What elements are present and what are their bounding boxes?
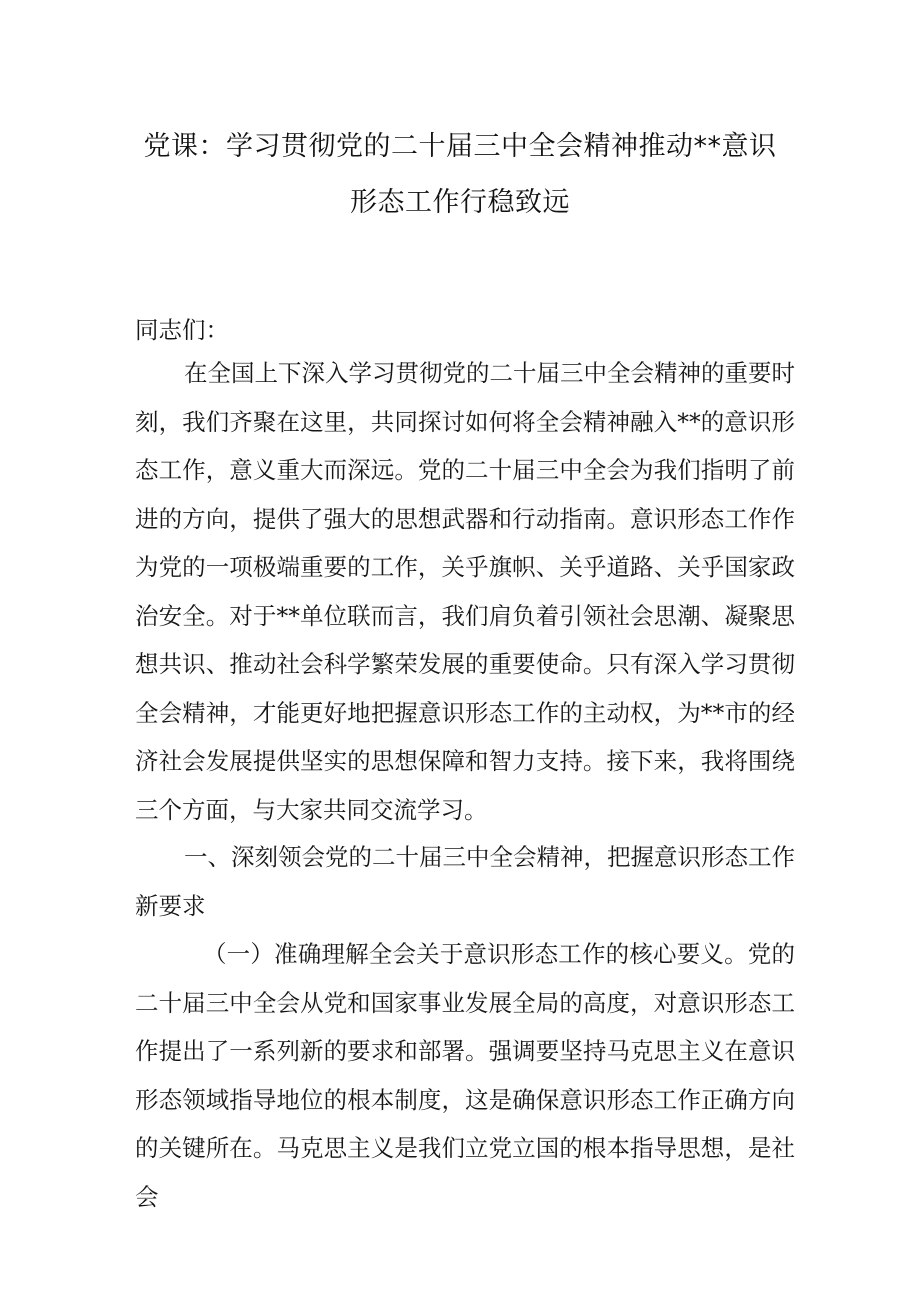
salutation: 同志们： xyxy=(135,316,229,344)
section-heading-1: 一、深刻领会党的二十届三中全会精神，把握意识形态工作新要求 xyxy=(135,843,795,920)
subsection-paragraph-1: （一）准确理解全会关于意识形态工作的核心要义。党的二十届三中全会从党和国家事业发展全局的高度，对意识形态工作提出了一系列新的要求和部署。强调要坚持马克思主义在意识形态领域指导地位的根本制度，这是确保意识形态工作正确方向的关键所在。马克思主义是我们立党立国的根本指导思想，是社会 xyxy=(135,940,795,1211)
opening-paragraph: 在全国上下深入学习贯彻党的二十届三中全会精神的重要时刻，我们齐聚在这里，共同探讨如何将全会精神融入**的意识形态工作，意义重大而深远。党的二十届三中全会为我们指明了前进的方向，提供了强大的思想武器和行动指南。意识形态工作作为党的一项极端重要的工作，关乎旗帜、关乎道路、关乎国家政治安全。对于**单位联而言，我们肩负着引领社会思潮、凝聚思想共识、推动社会科学繁荣发展的重要使命。只有深入学习贯彻全会精神，才能更好地把握意识形态工作的主动权，为**市的经济社会发展提供坚实的思想保障和智力支持。接下来，我将围绕三个方面，与大家共同交流学习。 xyxy=(135,359,795,824)
document-title-line-1: 党课：学习贯彻党的二十届三中全会精神推动**意识 xyxy=(143,131,777,162)
document-title-line-2: 形态工作行稳致远 xyxy=(350,187,570,218)
